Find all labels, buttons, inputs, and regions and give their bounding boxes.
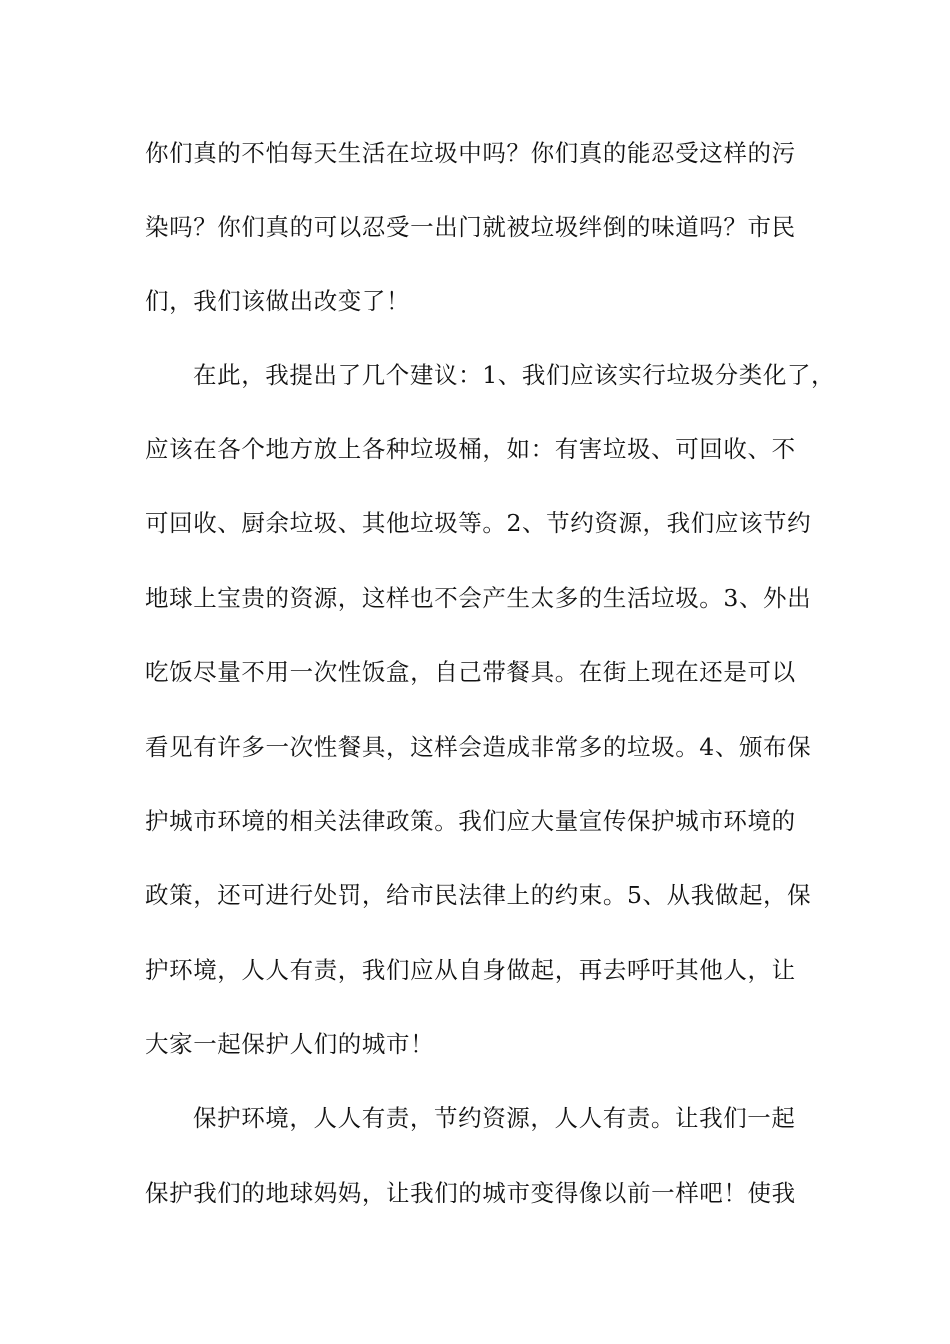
text-line: 可回收、厨余垃圾、其他垃圾等。2、节约资源，我们应该节约 xyxy=(145,509,812,537)
text-line: 保护我们的地球妈妈，让我们的城市变得像以前一样吧！使我 xyxy=(145,1179,796,1207)
text-line: 看见有许多一次性餐具，这样会造成非常多的垃圾。4、颁布保 xyxy=(145,733,812,761)
text-line: 护环境，人人有责，我们应从自身做起，再去呼吁其他人，让 xyxy=(145,956,796,984)
paragraph-start-line: 在此，我提出了几个建议：1、我们应该实行垃圾分类化了， xyxy=(193,361,836,389)
text-line: 你们真的不怕每天生活在垃圾中吗？你们真的能忍受这样的污 xyxy=(145,139,796,167)
text-line: 应该在各个地方放上各种垃圾桶，如：有害垃圾、可回收、不 xyxy=(145,435,796,463)
text-line: 政策，还可进行处罚，给市民法律上的约束。5、从我做起，保 xyxy=(145,881,812,909)
text-line: 吃饭尽量不用一次性饭盒，自己带餐具。在街上现在还是可以 xyxy=(145,658,796,686)
paragraph-start-line: 保护环境，人人有责，节约资源，人人有责。让我们一起 xyxy=(193,1104,796,1132)
text-line: 地球上宝贵的资源，这样也不会产生太多的生活垃圾。3、外出 xyxy=(145,584,812,612)
text-line: 护城市环境的相关法律政策。我们应大量宣传保护城市环境的 xyxy=(145,807,796,835)
text-line: 大家一起保护人们的城市！ xyxy=(145,1030,435,1058)
text-line: 们，我们该做出改变了！ xyxy=(145,287,411,315)
text-line: 染吗？你们真的可以忍受一出门就被垃圾绊倒的味道吗？市民 xyxy=(145,213,796,241)
